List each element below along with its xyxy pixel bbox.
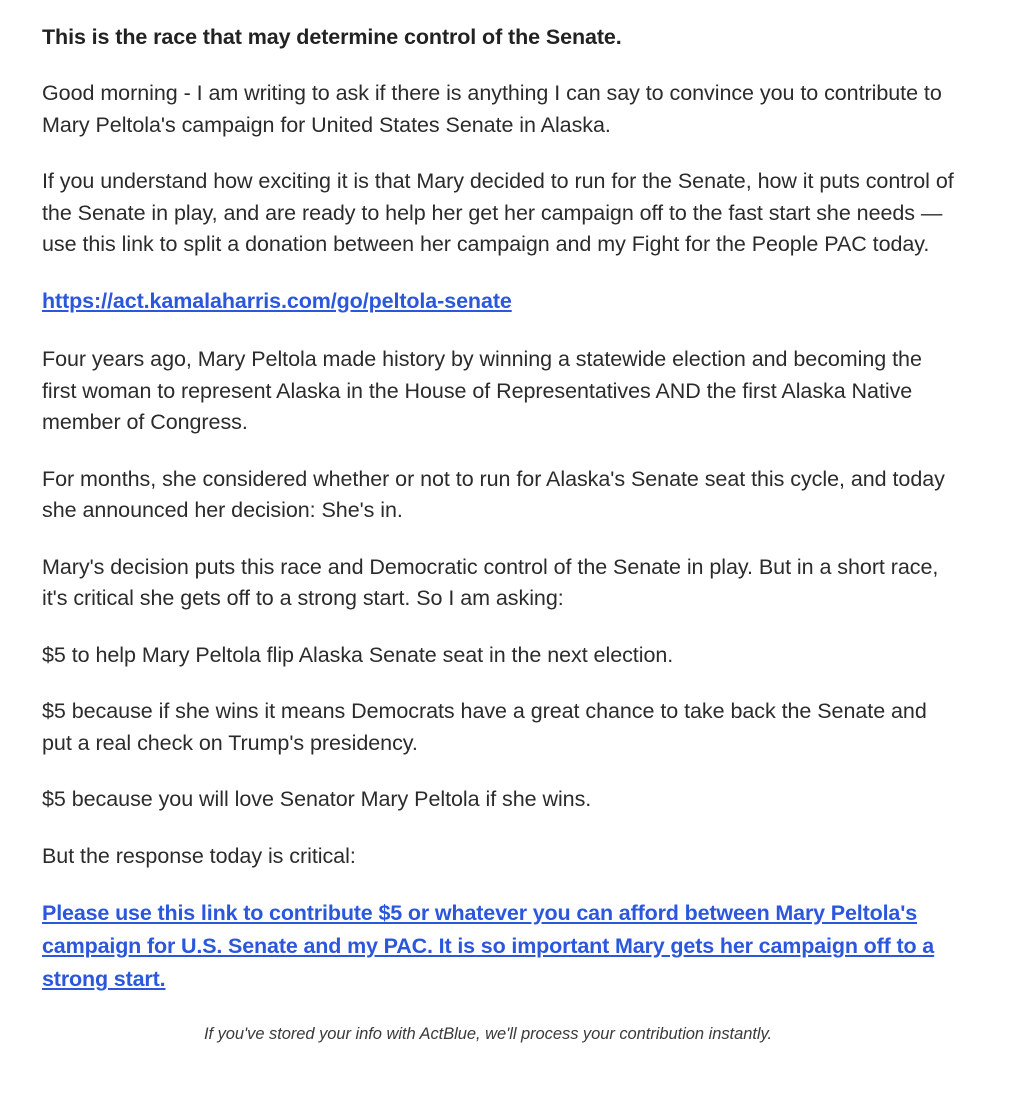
page-title: This is the race that may determine control of the Senate. [42, 25, 622, 49]
cta-link-block [42, 897, 964, 996]
paragraph-greeting: Good morning - I am writing to ask if there is anything I can say to convince you to contribute to Mary Peltola's campaign for United States Senate in Alaska. [42, 81, 942, 137]
paragraph-ask-take-back-senate: $5 because if she wins it means Democrats have a great chance to take back the Senate and put a real check on Trump's presidency. [42, 699, 927, 755]
donation-url-link[interactable]: https://act.kamalaharris.com/go/peltola-senate [42, 288, 512, 313]
paragraph-appeal: If you understand how exciting it is that Mary decided to run for the Senate, how it puts control of the Senate in play, and are ready to help her get her campaign off to the fast start she needs — use this link to split a donation between her campaign and my Fight for the People PAC today. [42, 169, 954, 256]
paragraph-ask-senator-peltola: $5 because you will love Senator Mary Peltola if she wins. [42, 787, 592, 811]
actblue-disclaimer: If you've stored your info with ActBlue, we'll process your contribution instantly. [203, 1025, 772, 1043]
donate-link-row [42, 286, 964, 320]
paragraph-decision: For months, she considered whether or not to run for Alaska's Senate seat this cycle, and today she announced her decision: She's in. [42, 466, 945, 522]
paragraph-ask-flip-seat: $5 to help Mary Peltola flip Alaska Senate seat in the next election. [42, 642, 674, 667]
paragraph-stakes: Mary's decision puts this race and Democratic control of the Senate in play. But in a short race, it's critical she gets off to a strong start. So I am asking: [42, 554, 939, 610]
paragraph-response-critical: But the response today is critical: [42, 843, 356, 868]
contribute-cta-link[interactable]: Please use this link to contribute $5 or whatever you can afford between Mary Peltola's campaign for U.S. Senate and my PAC. It is so important Mary gets her campaign off to a strong start. [42, 901, 935, 991]
paragraph-history: Four years ago, Mary Peltola made history by winning a statewide election and becoming the first woman to represent Alaska in the House of Representatives AND the first Alaska Native member of Congress. [42, 347, 922, 434]
